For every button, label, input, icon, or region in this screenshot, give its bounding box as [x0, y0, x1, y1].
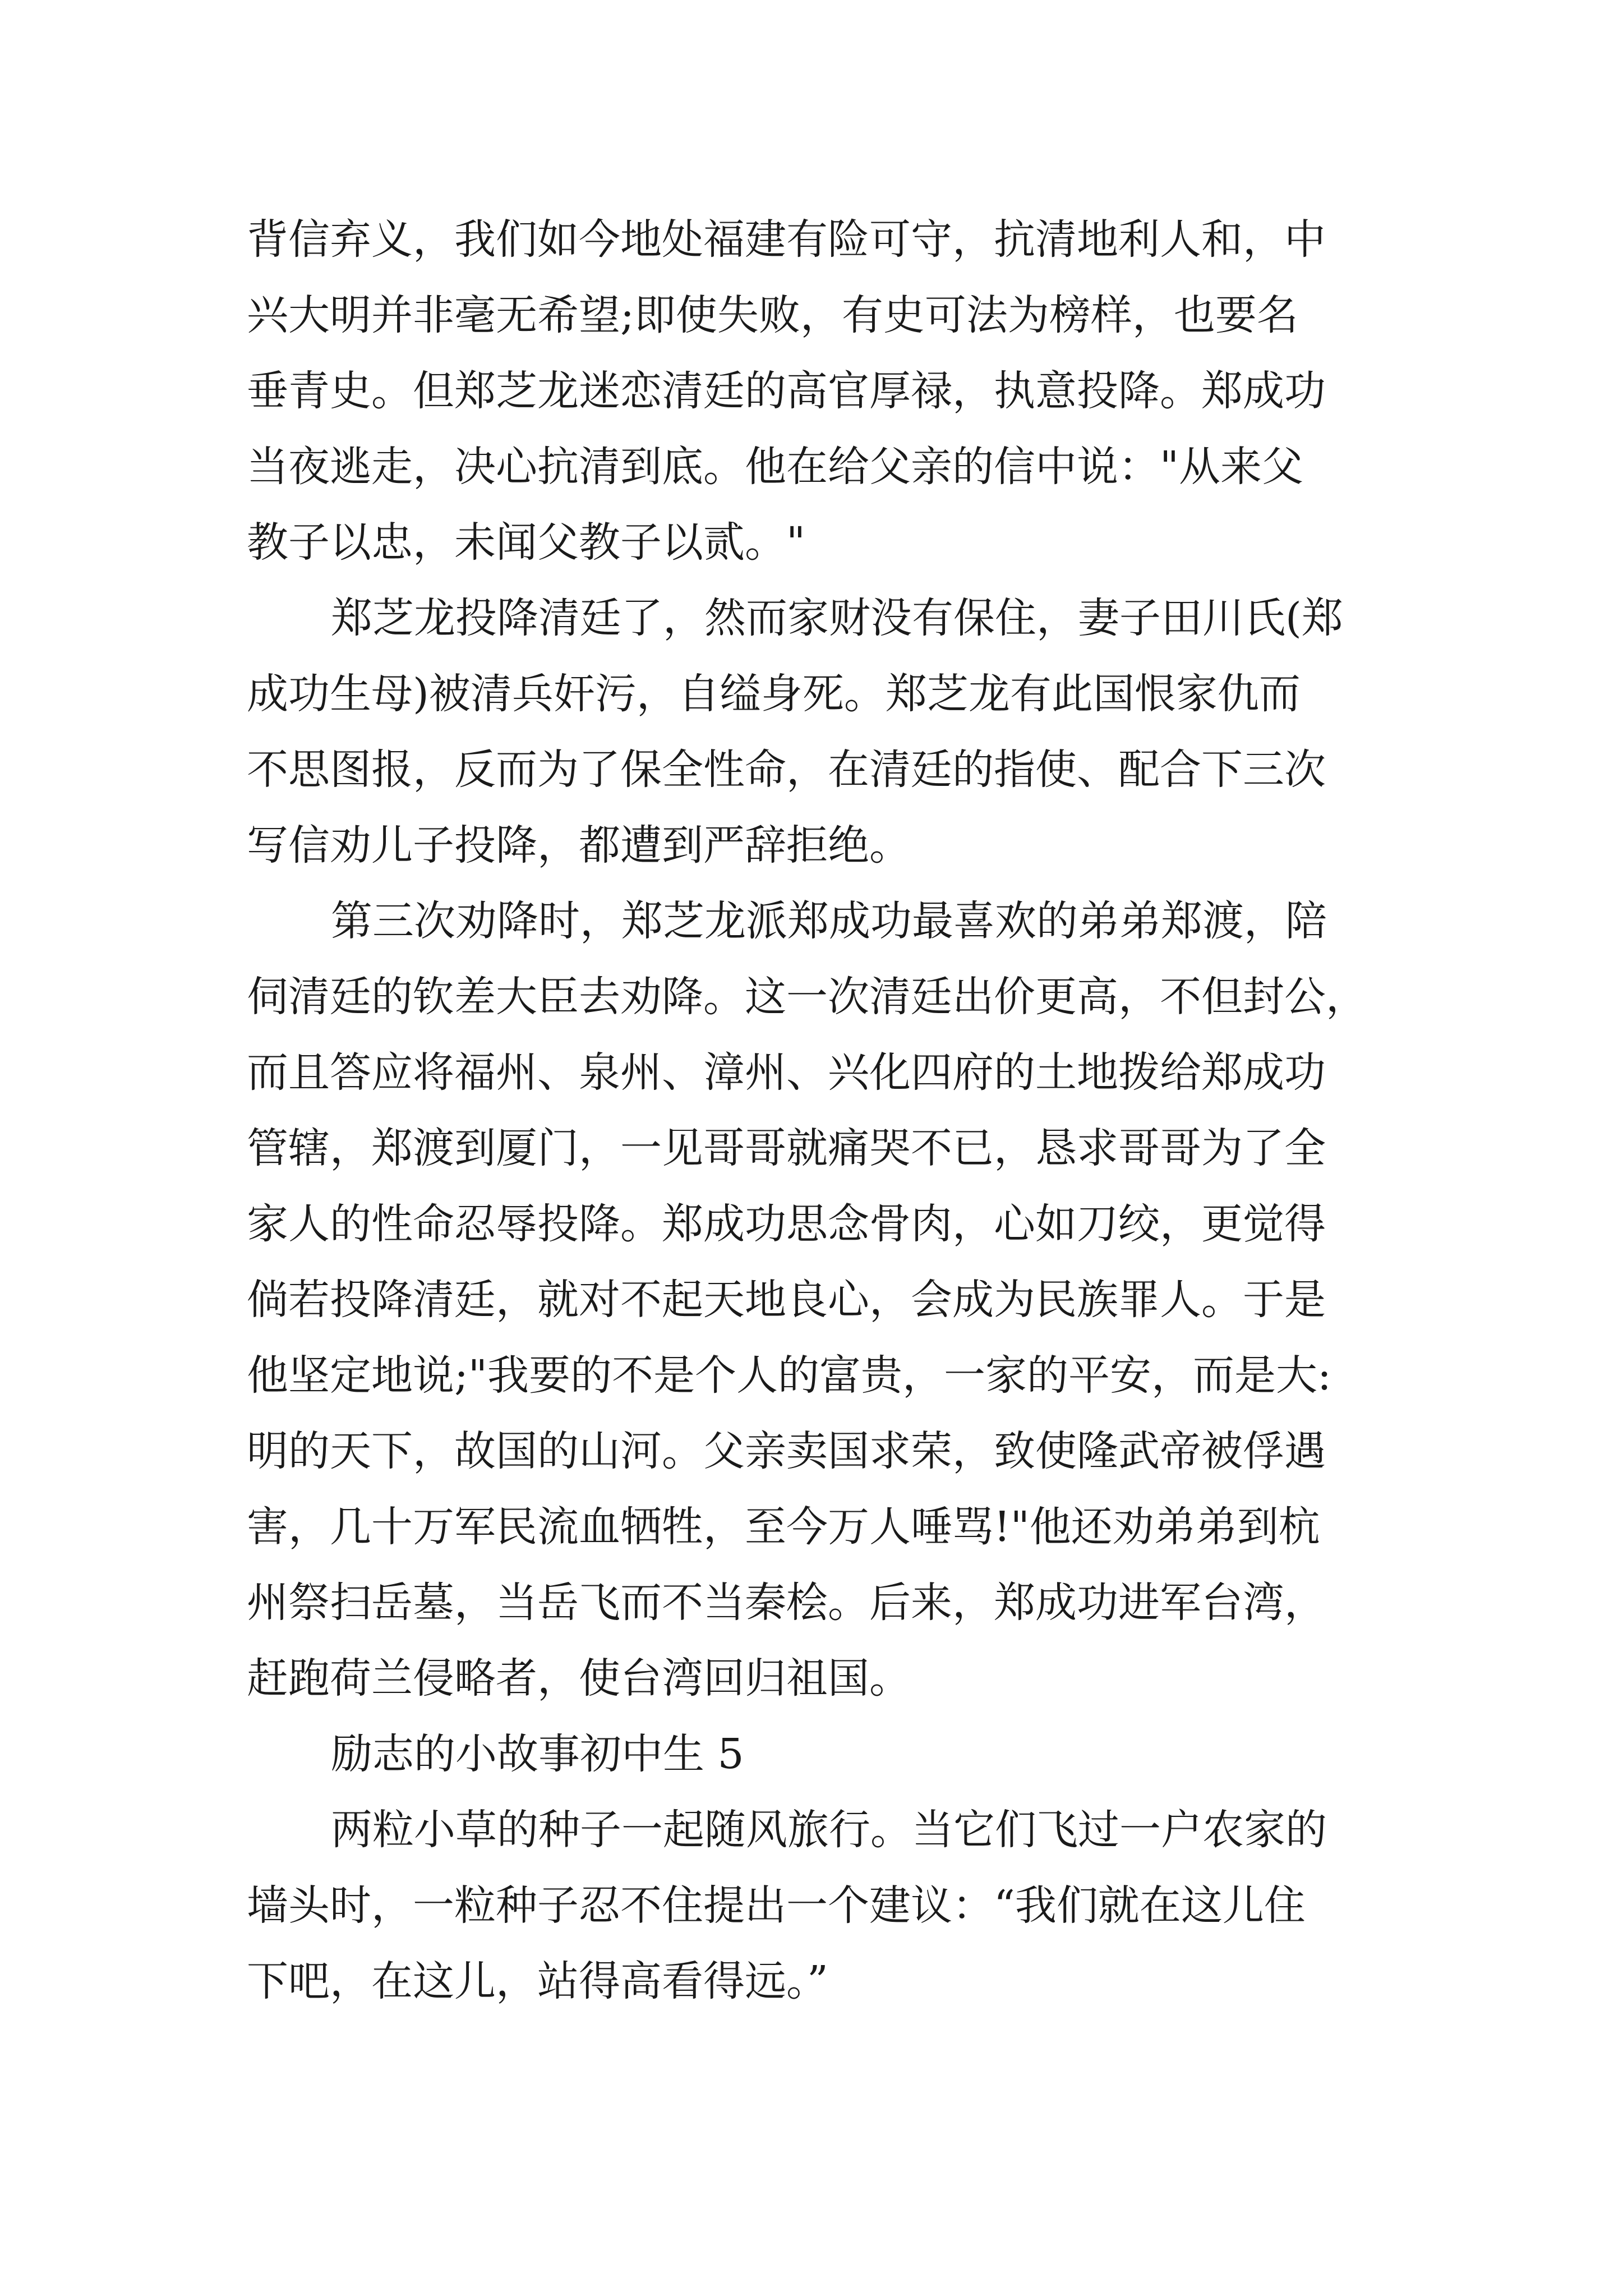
- text-line: 下吧，在这儿，站得高看得远。”: [247, 1957, 828, 2005]
- text-line: 倘若投降清廷，就对不起天地良心，会成为民族罪人。于是: [247, 1276, 1326, 1324]
- text-line: 州祭扫岳墓，当岳飞而不当秦桧。后来，郑成功进军台湾，: [247, 1579, 1326, 1627]
- text-line: 兴大明并非毫无希望;即使失败，有史可法为榜样，也要名: [247, 291, 1298, 339]
- text-line: 明的天下，故国的山河。父亲卖国求荣，致使隆武帝被俘遇: [247, 1427, 1326, 1475]
- text-line: 教子以忠，未闻父教子以贰。": [247, 518, 806, 567]
- text-line: 伺清廷的钦差大臣去劝降。这一次清廷出价更高，不但封公，: [247, 973, 1367, 1021]
- section-heading: 励志的小故事初中生 5: [331, 1730, 744, 1778]
- text-line: 当夜逃走，决心抗清到底。他在给父亲的信中说："从来父: [247, 443, 1304, 491]
- text-line: 墙头时，一粒种子忍不住提出一个建议：“我们就在这儿住: [247, 1881, 1306, 1930]
- text-line: 家人的性命忍辱投降。郑成功思念骨肉，心如刀绞，更觉得: [247, 1200, 1326, 1248]
- paragraph-start-line: 郑芝龙投降清廷了，然而家财没有保住，妻子田川氏(郑: [331, 594, 1343, 642]
- text-line: 而且答应将福州、泉州、漳州、兴化四府的土地拨给郑成功: [247, 1048, 1326, 1097]
- text-line: 管辖，郑渡到厦门，一见哥哥就痛哭不已，恳求哥哥为了全: [247, 1124, 1326, 1172]
- text-line: 赶跑荷兰侵略者，使台湾回归祖国。: [247, 1654, 911, 1703]
- paragraph-start-line: 两粒小草的种子一起随风旅行。当它们飞过一户农家的: [331, 1806, 1327, 1854]
- text-line: 不思图报，反而为了保全性命，在清廷的指使、配合下三次: [247, 746, 1326, 794]
- text-line: 写信劝儿子投降，都遭到严辞拒绝。: [247, 821, 911, 869]
- text-line: 背信弃义，我们如今地处福建有险可守，抗清地利人和，中: [247, 215, 1326, 264]
- text-line: 垂青史。但郑芝龙迷恋清廷的高官厚禄，执意投降。郑成功: [247, 367, 1326, 415]
- body-text: [247, 202, 1402, 2019]
- text-line: 他坚定地说;"我要的不是个人的富贵，一家的平安，而是大:: [247, 1351, 1331, 1400]
- text-line: 害，几十万军民流血牺牲，至今万人唾骂!"他还劝弟弟到杭: [247, 1503, 1320, 1551]
- paragraph-start-line: 第三次劝降时，郑芝龙派郑成功最喜欢的弟弟郑渡，陪: [331, 897, 1327, 945]
- text-line: 成功生母)被清兵奸污，自缢身死。郑芝龙有此国恨家仇而: [247, 670, 1301, 718]
